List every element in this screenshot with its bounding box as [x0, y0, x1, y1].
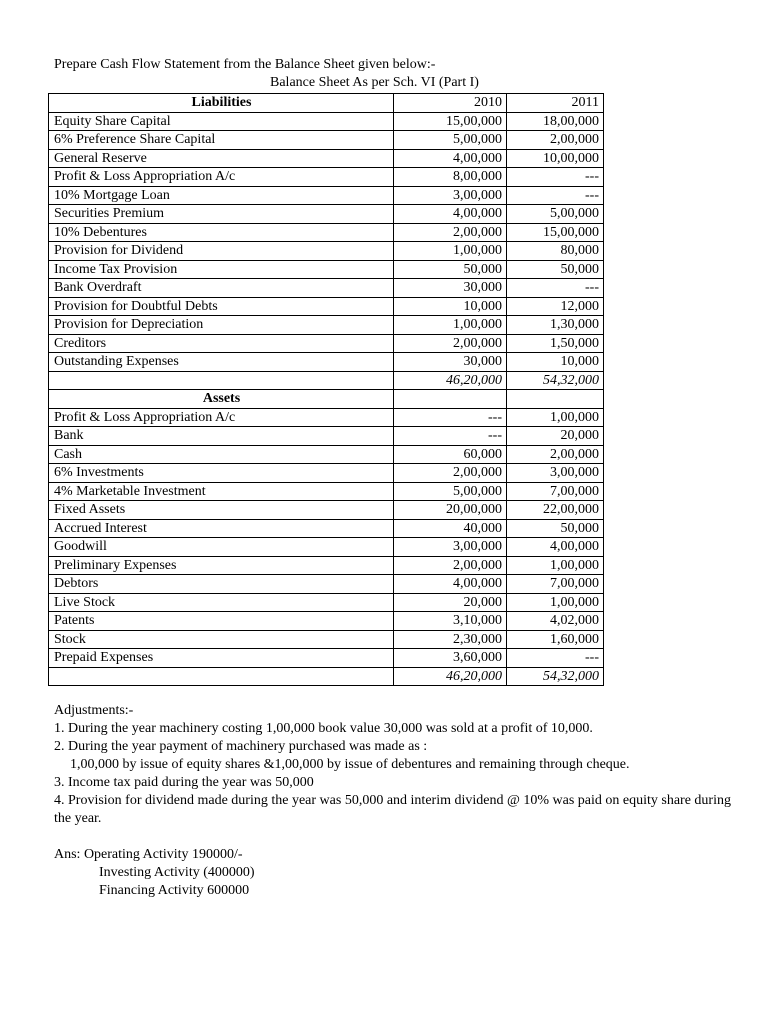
value-2010: 50,000: [394, 260, 507, 279]
value-2011: 4,02,000: [507, 612, 604, 631]
value-2010: 4,00,000: [394, 149, 507, 168]
value-2010: 2,00,000: [394, 223, 507, 242]
value-2011: 1,50,000: [507, 334, 604, 353]
answers-section: [54, 846, 255, 900]
liability-row: [49, 279, 604, 298]
value-2011: 80,000: [507, 242, 604, 261]
value-2011: 1,30,000: [507, 316, 604, 335]
value-2011: 22,00,000: [507, 501, 604, 520]
answer-financing: Financing Activity 600000: [99, 883, 250, 898]
value-2010: 30,000: [394, 279, 507, 298]
item-label: 6% Preference Share Capital: [49, 131, 394, 150]
value-2011: 12,000: [507, 297, 604, 316]
liability-row: [49, 112, 604, 131]
liability-row: [49, 223, 604, 242]
adjustment-item-detail: 1,00,000 by issue of equity shares &1,00,000 by issue of debentures and remaining through cheque.: [70, 757, 630, 772]
item-label: Provision for Dividend: [49, 242, 394, 261]
value-2011: 50,000: [507, 519, 604, 538]
value-2010: 2,00,000: [394, 334, 507, 353]
liability-row: [49, 334, 604, 353]
value-2010: 3,00,000: [394, 186, 507, 205]
adjustments-section: [54, 702, 744, 828]
value-2011: 1,00,000: [507, 593, 604, 612]
value-2010: 20,000: [394, 593, 507, 612]
item-label: 6% Investments: [49, 464, 394, 483]
value-2010: 4,00,000: [394, 575, 507, 594]
liability-row: [49, 168, 604, 187]
value-2010: 1,00,000: [394, 242, 507, 261]
value-2011: 3,00,000: [507, 464, 604, 483]
liability-row: [49, 149, 604, 168]
value-2011: 7,00,000: [507, 575, 604, 594]
value-2010: ---: [394, 427, 507, 446]
asset-row: [49, 612, 604, 631]
value-2010: 1,00,000: [394, 316, 507, 335]
value-2011: ---: [507, 649, 604, 668]
year-2011-header: 2011: [507, 94, 604, 113]
assets-total-row: [49, 667, 604, 686]
item-label: Income Tax Provision: [49, 260, 394, 279]
answer-investing: Investing Activity (400000): [99, 865, 255, 880]
item-label: Equity Share Capital: [49, 112, 394, 131]
value-2011: 1,60,000: [507, 630, 604, 649]
item-label: Debtors: [49, 575, 394, 594]
item-label: Outstanding Expenses: [49, 353, 394, 372]
value-2010: 10,000: [394, 297, 507, 316]
liability-row: [49, 353, 604, 372]
asset-row: [49, 408, 604, 427]
value-2011: 4,00,000: [507, 538, 604, 557]
assets-header-row: [49, 390, 604, 409]
asset-row: [49, 593, 604, 612]
value-2011: 7,00,000: [507, 482, 604, 501]
liability-row: [49, 205, 604, 224]
item-label: Provision for Depreciation: [49, 316, 394, 335]
value-2011: 15,00,000: [507, 223, 604, 242]
liability-row: [49, 186, 604, 205]
value-2011: 2,00,000: [507, 131, 604, 150]
item-label: Bank: [49, 427, 394, 446]
value-2011: ---: [507, 279, 604, 298]
item-label: 4% Marketable Investment: [49, 482, 394, 501]
value-2010: 5,00,000: [394, 131, 507, 150]
item-label: Fixed Assets: [49, 501, 394, 520]
asset-row: [49, 649, 604, 668]
value-2010: 8,00,000: [394, 168, 507, 187]
value-2011: 50,000: [507, 260, 604, 279]
liabilities-total-2010: 46,20,000: [394, 371, 507, 390]
value-2011: 18,00,000: [507, 112, 604, 131]
adjustment-item: 1. During the year machinery costing 1,00,000 book value 30,000 was sold at a profit of 10,000.: [54, 721, 593, 736]
value-2011: ---: [507, 168, 604, 187]
total-label-cell: [49, 371, 394, 390]
value-2011: 10,00,000: [507, 149, 604, 168]
item-label: General Reserve: [49, 149, 394, 168]
liabilities-total-row: [49, 371, 604, 390]
value-2011: 1,00,000: [507, 408, 604, 427]
value-2011: 20,000: [507, 427, 604, 446]
liability-row: [49, 131, 604, 150]
value-2011: 1,00,000: [507, 556, 604, 575]
asset-row: [49, 427, 604, 446]
balance-sheet-title: Balance Sheet As per Sch. VI (Part I): [270, 75, 479, 90]
value-2010: 5,00,000: [394, 482, 507, 501]
value-2010: 4,00,000: [394, 205, 507, 224]
item-label: Provision for Doubtful Debts: [49, 297, 394, 316]
item-label: Profit & Loss Appropriation A/c: [49, 168, 394, 187]
asset-row: [49, 575, 604, 594]
item-label: 10% Mortgage Loan: [49, 186, 394, 205]
value-2010: 3,00,000: [394, 538, 507, 557]
value-2010: 20,00,000: [394, 501, 507, 520]
liabilities-heading: Liabilities: [49, 94, 394, 113]
asset-row: [49, 538, 604, 557]
value-2011: 5,00,000: [507, 205, 604, 224]
balance-sheet-table: [48, 93, 604, 686]
year-2010-header: 2010: [394, 94, 507, 113]
value-2011: 10,000: [507, 353, 604, 372]
value-2010: ---: [394, 408, 507, 427]
item-label: Prepaid Expenses: [49, 649, 394, 668]
asset-row: [49, 501, 604, 520]
total-label-cell: [49, 667, 394, 686]
item-label: 10% Debentures: [49, 223, 394, 242]
item-label: Patents: [49, 612, 394, 631]
liabilities-total-2011: 54,32,000: [507, 371, 604, 390]
asset-row: [49, 556, 604, 575]
value-2011: 2,00,000: [507, 445, 604, 464]
asset-row: [49, 445, 604, 464]
value-2010: 30,000: [394, 353, 507, 372]
item-label: Creditors: [49, 334, 394, 353]
asset-row: [49, 519, 604, 538]
value-2010: 40,000: [394, 519, 507, 538]
item-label: Preliminary Expenses: [49, 556, 394, 575]
item-label: Accrued Interest: [49, 519, 394, 538]
item-label: Securities Premium: [49, 205, 394, 224]
item-label: Live Stock: [49, 593, 394, 612]
assets-total-2010: 46,20,000: [394, 667, 507, 686]
asset-row: [49, 464, 604, 483]
item-label: Stock: [49, 630, 394, 649]
asset-row: [49, 482, 604, 501]
item-label: Bank Overdraft: [49, 279, 394, 298]
empty-cell: [394, 390, 507, 409]
empty-cell: [507, 390, 604, 409]
question-prompt: Prepare Cash Flow Statement from the Balance Sheet given below:-: [54, 57, 436, 72]
value-2010: 60,000: [394, 445, 507, 464]
liabilities-header-row: [49, 94, 604, 113]
value-2010: 2,00,000: [394, 464, 507, 483]
value-2011: ---: [507, 186, 604, 205]
value-2010: 15,00,000: [394, 112, 507, 131]
value-2010: 3,10,000: [394, 612, 507, 631]
adjustment-item: 2. During the year payment of machinery purchased was made as :: [54, 739, 428, 754]
answer-operating: Ans: Operating Activity 190000/-: [54, 847, 243, 862]
assets-heading: Assets: [49, 390, 394, 409]
liability-row: [49, 242, 604, 261]
asset-row: [49, 630, 604, 649]
liability-row: [49, 316, 604, 335]
value-2010: 2,00,000: [394, 556, 507, 575]
liability-row: [49, 297, 604, 316]
assets-total-2011: 54,32,000: [507, 667, 604, 686]
adjustment-item: 3. Income tax paid during the year was 50,000: [54, 775, 314, 790]
adjustments-heading: Adjustments:-: [54, 703, 134, 718]
item-label: Cash: [49, 445, 394, 464]
item-label: Profit & Loss Appropriation A/c: [49, 408, 394, 427]
value-2010: 3,60,000: [394, 649, 507, 668]
adjustment-item: 4. Provision for dividend made during the year was 50,000 and interim dividend @ 10% was paid on equity share during the year.: [54, 793, 731, 826]
liability-row: [49, 260, 604, 279]
value-2010: 2,30,000: [394, 630, 507, 649]
item-label: Goodwill: [49, 538, 394, 557]
